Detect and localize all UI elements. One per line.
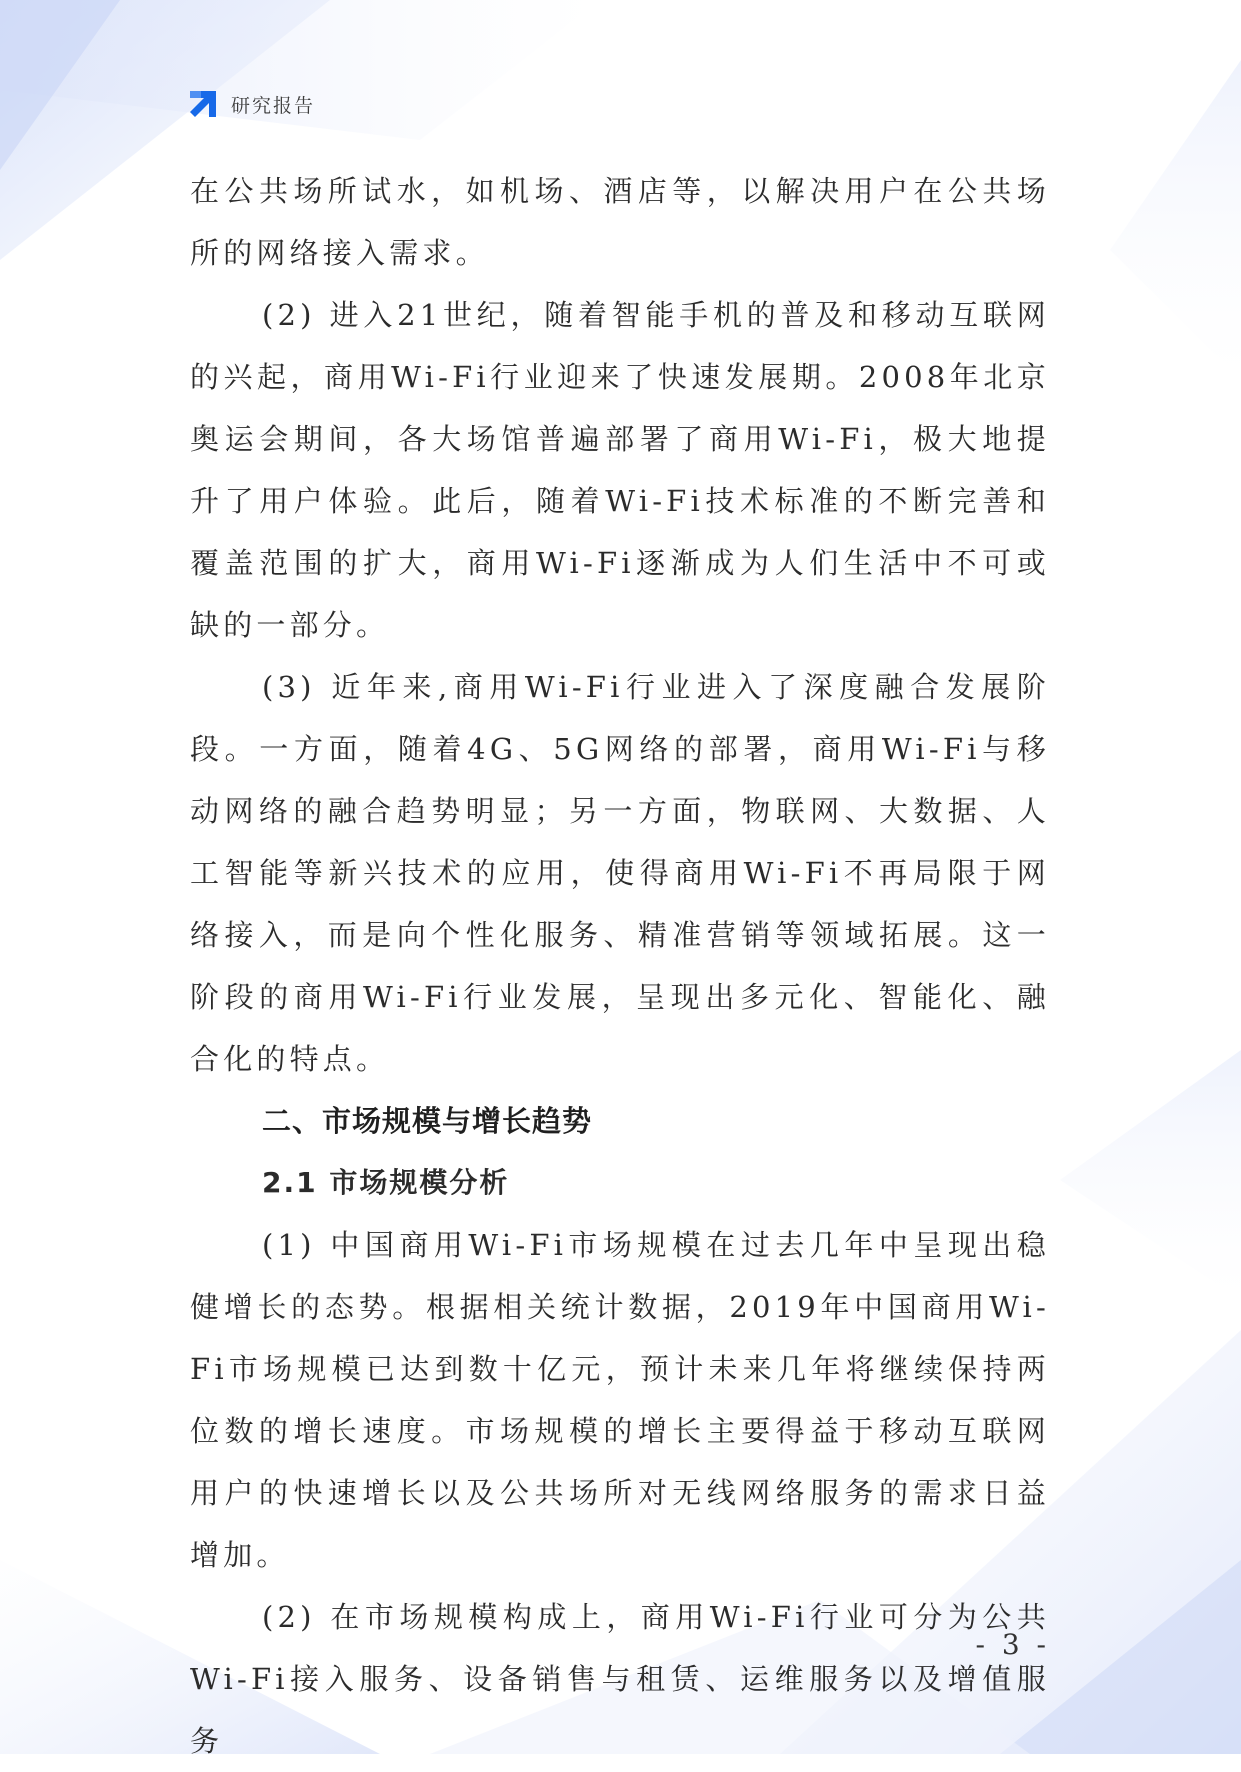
page-number: - 3 - <box>975 1628 1050 1661</box>
paragraph: (2) 进入21世纪，随着智能手机的普及和移动互联网的兴起，商用Wi-Fi行业迎来了快速发展期。2008年北京奥运会期间，各大场馆普遍部署了商用Wi-Fi，极大地提升了用户体验。此后，随着Wi-Fi技术标准的不断完善和覆盖范围的扩大，商用Wi-Fi逐渐成为人们生活中不可或缺的一部分。 <box>190 298 1050 642</box>
document-body <box>190 160 1050 1772</box>
header-title: 研究报告 <box>231 94 316 117</box>
paragraph: (2) 在市场规模构成上，商用Wi-Fi行业可分为公共Wi-Fi接入服务、设备销售与租赁、运维服务以及增值服务 <box>190 1600 1050 1758</box>
paragraph: (1) 中国商用Wi-Fi市场规模在过去几年中呈现出稳健增长的态势。根据相关统计数据，2019年中国商用Wi-Fi市场规模已达到数十亿元，预计未来几年将继续保持两位数的增长速度。市场规模的增长主要得益于移动互联网用户的快速增长以及公共场所对无线网络服务的需求日益增加。 <box>190 1228 1050 1572</box>
subsection-heading: 2.1 市场规模分析 <box>262 1166 510 1199</box>
paragraph: 在公共场所试水，如机场、酒店等，以解决用户在公共场所的网络接入需求。 <box>190 174 1050 270</box>
section-heading: 二、市场规模与增长趋势 <box>262 1104 593 1138</box>
report-header <box>187 88 315 120</box>
paragraph: (3) 近年来,商用Wi-Fi行业进入了深度融合发展阶段。一方面，随着4G、5G网络的部署，商用Wi-Fi与移动网络的融合趋势明显；另一方面，物联网、大数据、人工智能等新兴技术的应用，使得商用Wi-Fi不再局限于网络接入，而是向个性化服务、精准营销等领域拓展。这一阶段的商用Wi-Fi行业发展，呈现出多元化、智能化、融合化的特点。 <box>190 670 1050 1076</box>
arrow-up-right-icon <box>187 88 219 120</box>
